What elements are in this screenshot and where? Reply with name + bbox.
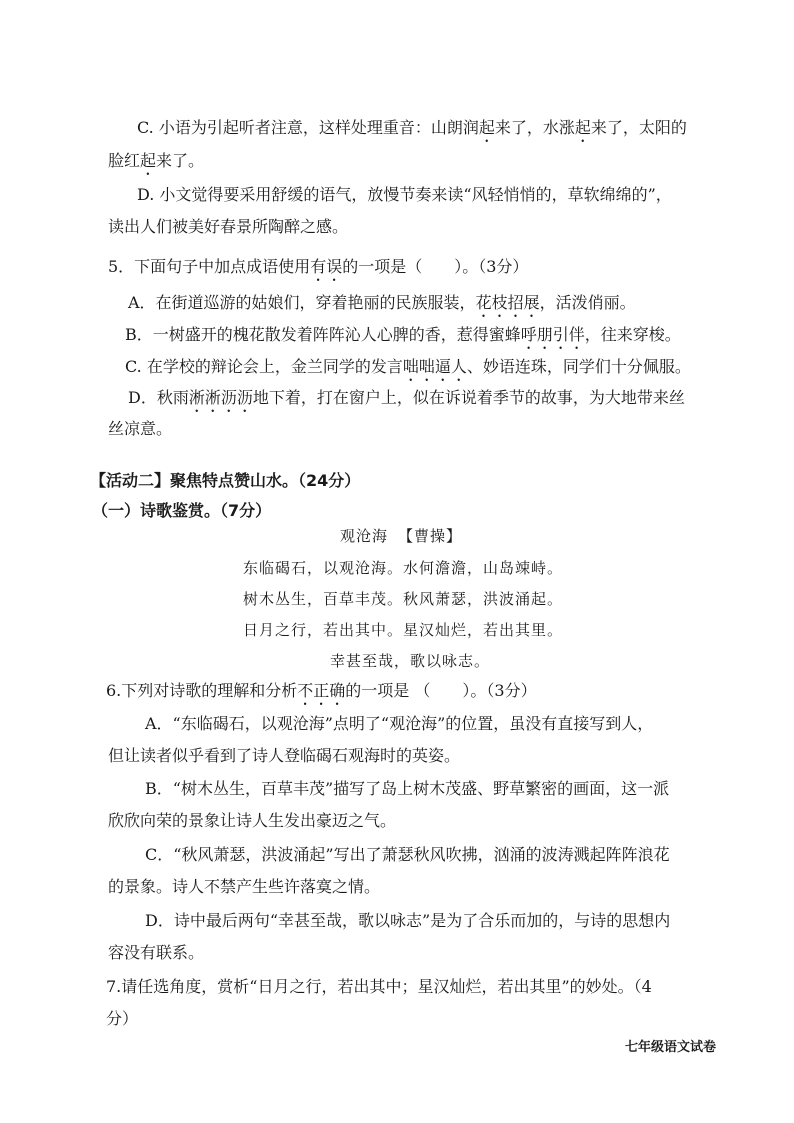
q5-stem: 5．下面句子中加点成语使用有误的一项是（ ）。（3分） [108,257,529,276]
section-title: （一）诗歌鉴赏。（7分） [92,501,272,520]
q6-option-b-line1: B．“树木丛生，百草丰茂”描写了岛上树木茂盛、野草繁密的画面，这一派 [145,779,670,798]
q5-option-c: C. 在学校的辩论会上，金兰同学的发言咄咄逼人、妙语连珠，同学们十分佩服。 [125,357,691,376]
q7-stem-line1: 7.请任选角度，赏析“日月之行，若出其中；星汉灿烂，若出其里”的妙处。（4 [106,977,652,996]
dotted-idiom: 咄咄逼人 [402,357,467,376]
dotted-idiom: 淅淅沥沥 [188,388,253,407]
q4-option-d-line2: 读出人们被美好春景所陶醉之感。 [108,217,349,236]
q4-option-d-line1: D. 小文觉得要采用舒缓的语气，放慢节奏来读“风轻悄悄的，草软绵绵的”， [137,185,672,204]
q7-stem-line2: 分） [106,1009,139,1028]
emphasis-mark: 起 [478,118,495,137]
q5-option-b: B．一树盛开的槐花散发着阵阵沁人心脾的香，惹得蜜蜂呼朋引伴，往来穿梭。 [125,325,681,344]
poem-title: 观沧海 【曹操】 [340,527,463,545]
dotted-idiom: 呼朋引伴 [520,325,585,344]
poem-line: 东临碣石，以观沧海。水何澹澹，山岛竦峙。 [243,559,564,577]
emphasis-mark: 有误 [310,257,343,276]
q6-option-c-line2: 的景象。诗人不禁产生些许落寞之情。 [108,877,381,896]
q5-option-a: A．在街道巡游的姑娘们，穿着艳丽的民族服装，花枝招展，活泼俏丽。 [128,293,636,312]
q4-option-c-line1: C. 小语为引起听者注意，这样处理重音：山朗润起来了，水涨起来了，太阳的 [137,118,687,137]
q6-option-d-line2: 容没有联系。 [108,943,205,962]
q6-option-a-line1: A．“东临碣石，以观沧海”点明了“观沧海”的位置，虽没有直接写到人， [145,714,654,733]
poem-line: 日月之行，若出其中。星汉灿烂，若出其里。 [243,621,564,639]
q6-option-c-line1: C．“秋风萧瑟，洪波涌起”写出了萧瑟秋风吹拂，汹涌的波涛溅起阵阵浪花 [145,845,670,864]
emphasis-mark: 不正确 [297,681,346,700]
activity-title: 【活动二】聚焦特点赞山水。（24分） [90,471,361,490]
page-footer: 七年级语文试卷 [625,1040,717,1055]
q6-stem: 6.下列对诗歌的理解和分析不正确的一项是 （ ）。（3分） [106,681,537,700]
q5-option-d-line2: 丝凉意。 [108,419,173,438]
q6-option-a-line2: 但让读者似乎看到了诗人登临碣石观海时的英姿。 [108,746,461,765]
q6-option-b-line2: 欣欣向荣的景象让诗人生发出豪迈之气。 [108,811,397,830]
q6-option-d-line1: D．诗中最后两句“幸甚至哉，歌以咏志”是为了合乐而加的，与诗的思想内 [145,911,671,930]
poem-line: 树木丛生，百草丰茂。秋风萧瑟，洪波涌起。 [243,590,564,608]
dotted-idiom: 花枝招展 [475,293,540,312]
emphasis-mark: 起 [140,151,157,170]
q5-option-d-line1: D．秋雨淅淅沥沥地下着，打在窗户上，似在诉说着季节的故事，为大地带来丝 [128,388,685,407]
emphasis-mark: 起 [574,118,591,137]
q4-option-c-line2: 脸红起来了。 [108,151,205,170]
poem-line: 幸甚至哉，歌以咏志。 [330,652,491,670]
